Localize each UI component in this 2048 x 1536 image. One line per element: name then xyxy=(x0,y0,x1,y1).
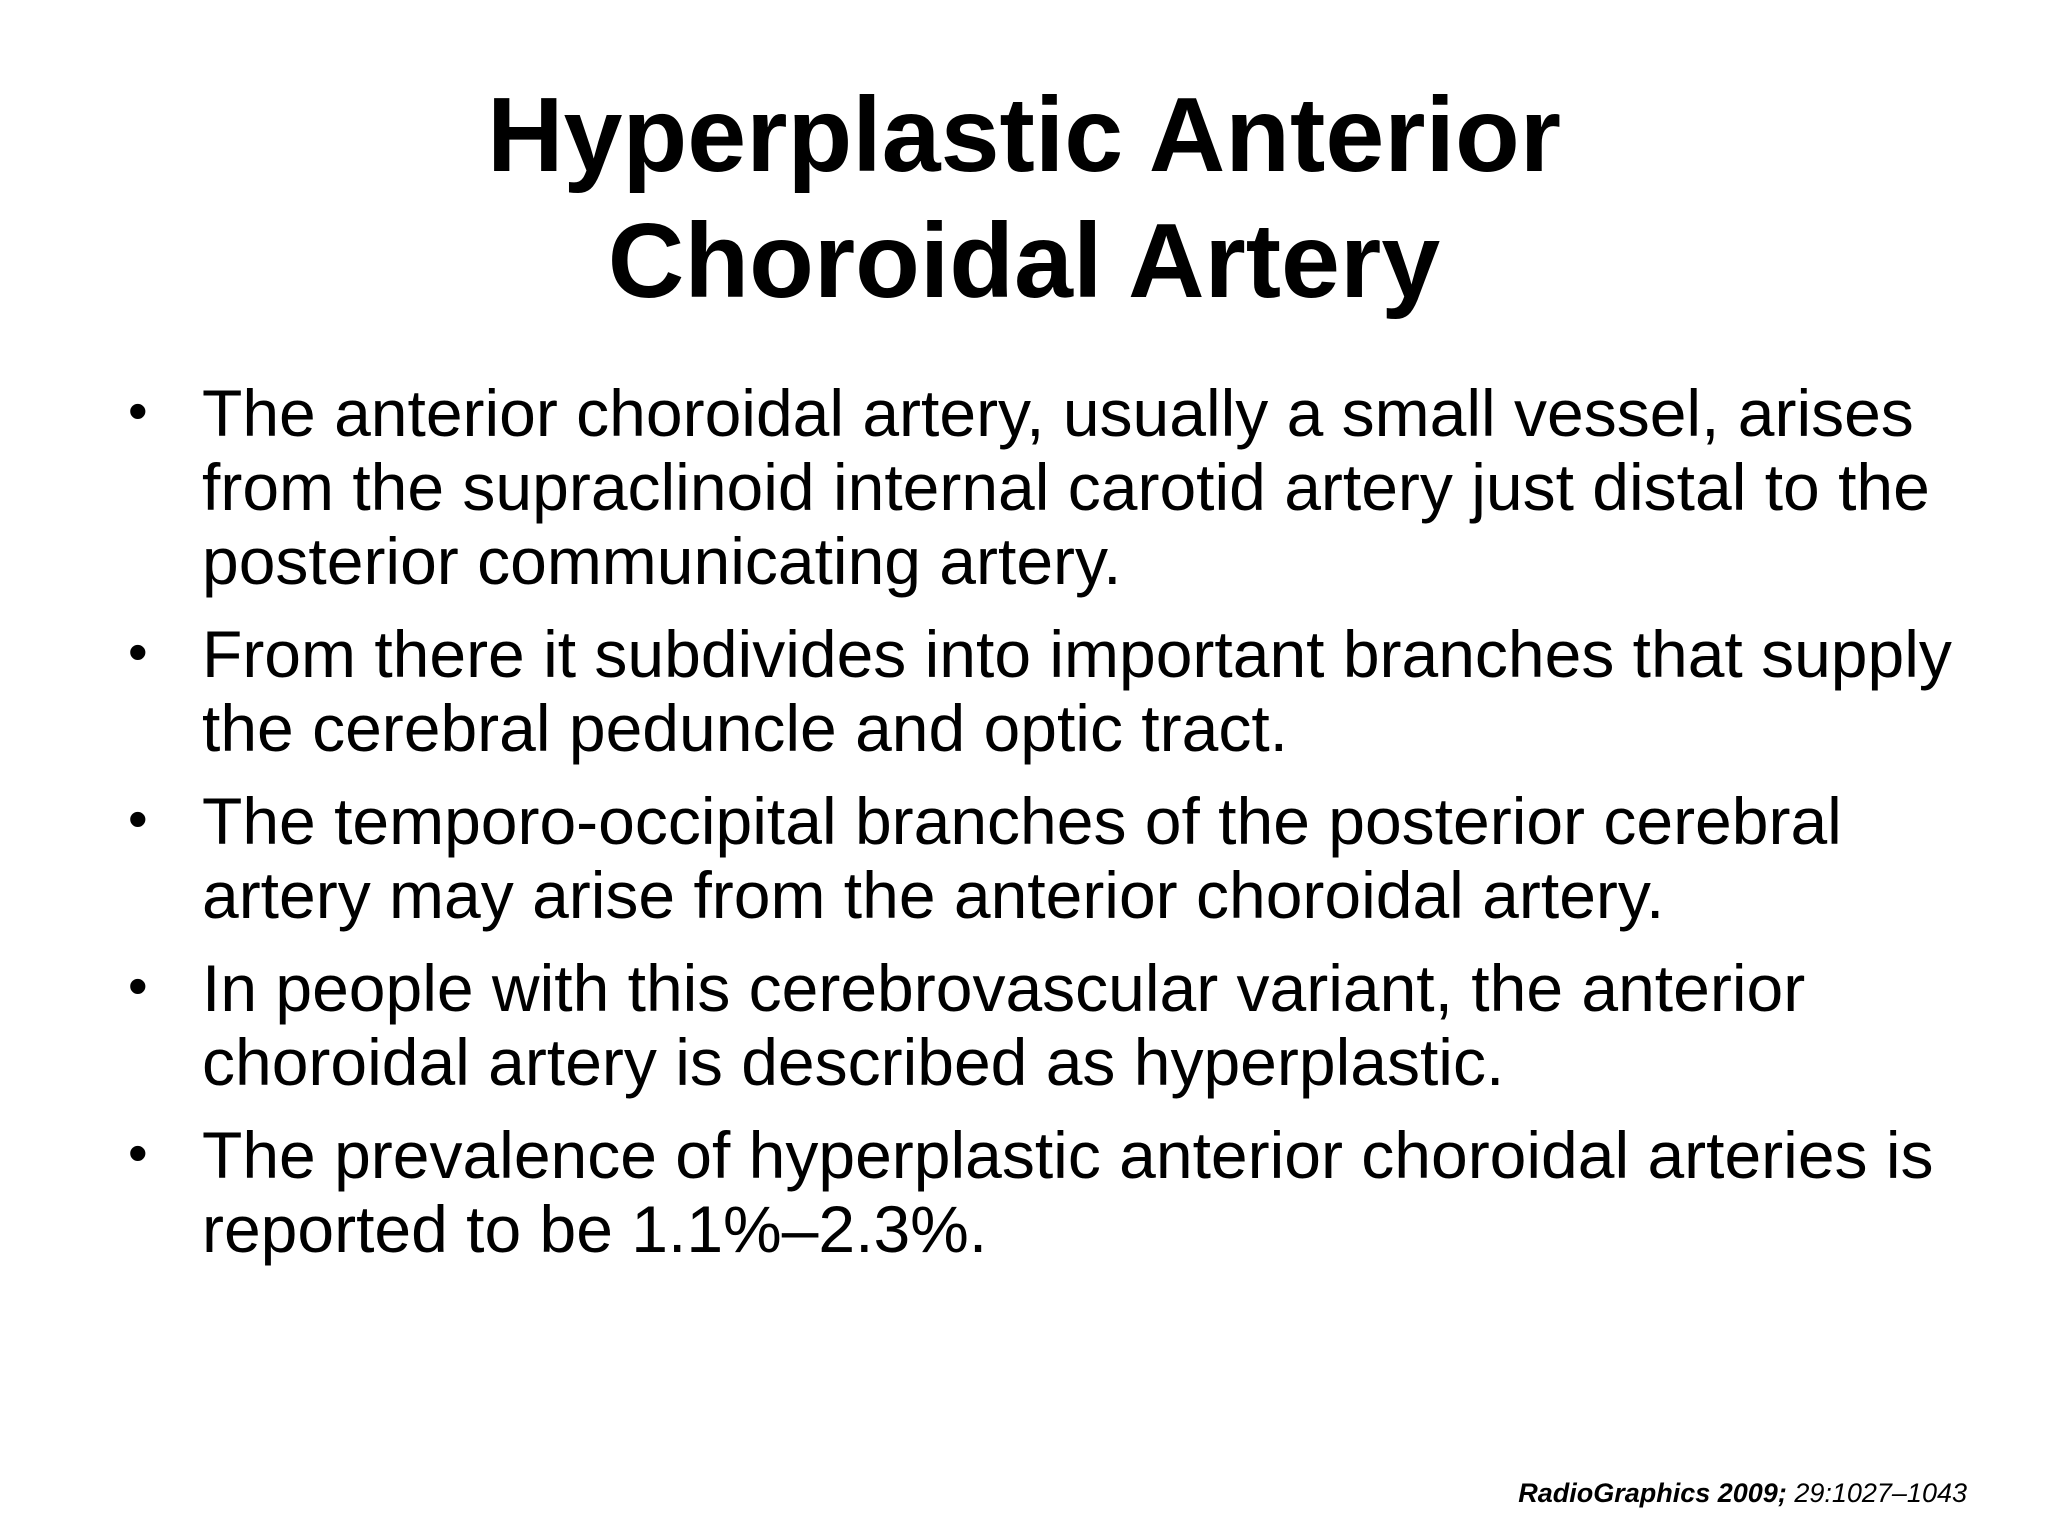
bullet-item-5 xyxy=(120,1118,2000,1266)
bullet-text: The prevalence of hyperplastic anterior choroidal arteries is reported to be 1.1%–2.3%. xyxy=(202,1118,1934,1266)
citation xyxy=(1518,1476,1967,1510)
bullet-text: The anterior choroidal artery, usually a small vessel, arises from the supraclinoid internal carotid artery just distal to the posterior communicating artery. xyxy=(202,376,1930,598)
bullet-icon: • xyxy=(128,379,148,442)
bullet-icon: • xyxy=(128,954,148,1017)
slide-title xyxy=(0,72,2048,324)
slide-title-line-1: Hyperplastic Anterior xyxy=(486,76,1562,194)
bullet-icon: • xyxy=(128,620,148,683)
citation-journal: RadioGraphics 2009; xyxy=(1518,1478,1787,1508)
bullet-text: The temporo-occipital branches of the posterior cerebral artery may arise from the anterior choroidal artery. xyxy=(202,784,1842,932)
bullet-text: In people with this cerebrovascular variant, the anterior choroidal artery is described as hyperplastic. xyxy=(202,951,1806,1099)
citation-reference: 29:1027–1043 xyxy=(1786,1478,1967,1508)
bullet-icon: • xyxy=(128,787,148,850)
bullet-item-4 xyxy=(120,951,2000,1099)
slide-title-line-2: Choroidal Artery xyxy=(607,202,1441,320)
bullet-item-1 xyxy=(120,376,2000,598)
bullet-text: From there it subdivides into important branches that supply the cerebral peduncle and optic tract. xyxy=(202,617,1952,765)
bullet-icon: • xyxy=(128,1121,148,1184)
bullet-item-2 xyxy=(120,617,2000,765)
bullet-item-3 xyxy=(120,784,2000,932)
bullet-list xyxy=(120,376,2000,1285)
